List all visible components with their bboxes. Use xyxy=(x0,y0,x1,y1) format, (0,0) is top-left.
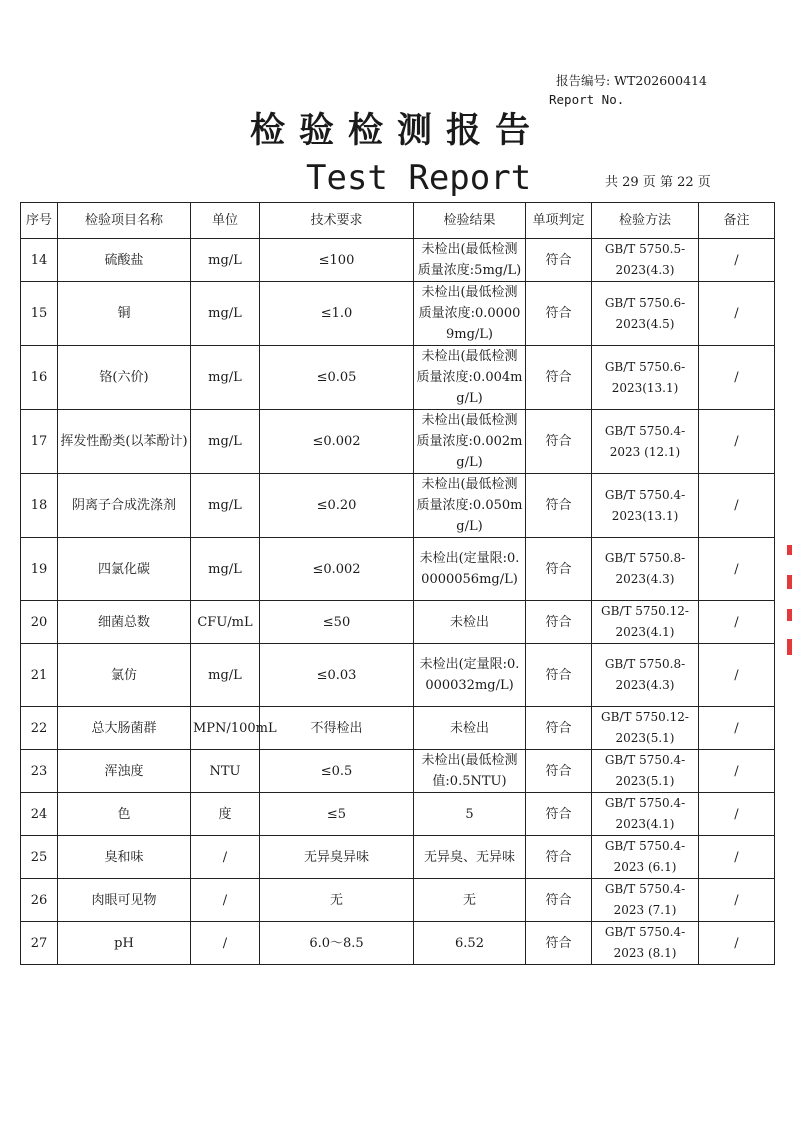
cell-judgement: 符合 xyxy=(526,410,592,474)
cell-requirement: 无 xyxy=(260,879,414,922)
cell-result: 未检出 xyxy=(414,707,526,750)
table-row xyxy=(21,474,775,538)
cell-method: GB/T 5750.5-2023(4.3) xyxy=(592,239,699,282)
cell-result: 未检出(最低检测质量浓度:0.050mg/L) xyxy=(414,474,526,538)
cell-judgement: 符合 xyxy=(526,793,592,836)
cell-no: 18 xyxy=(21,474,58,538)
cell-unit: mg/L xyxy=(191,644,260,707)
cell-unit: 度 xyxy=(191,793,260,836)
cell-method: GB/T 5750.4-2023 (12.1) xyxy=(592,410,699,474)
cell-result: 未检出(最低检测质量浓度:5mg/L) xyxy=(414,239,526,282)
col-header-requirement: 技术要求 xyxy=(260,203,414,239)
cell-item: 阴离子合成洗涤剂 xyxy=(58,474,191,538)
cell-unit: mg/L xyxy=(191,239,260,282)
cell-result: 无异臭、无异味 xyxy=(414,836,526,879)
cell-result: 6.52 xyxy=(414,922,526,965)
cell-note: / xyxy=(699,836,775,879)
page-title-en: Test Report xyxy=(306,158,532,198)
cell-no: 16 xyxy=(21,346,58,410)
cell-method: GB/T 5750.12-2023(4.1) xyxy=(592,601,699,644)
cell-no: 19 xyxy=(21,538,58,601)
cell-judgement: 符合 xyxy=(526,346,592,410)
table-row xyxy=(21,282,775,346)
page-count: 共 29 页 第 22 页 xyxy=(605,175,711,190)
cell-judgement: 符合 xyxy=(526,836,592,879)
cell-note: / xyxy=(699,879,775,922)
table-row xyxy=(21,239,775,282)
cell-unit: mg/L xyxy=(191,410,260,474)
cell-no: 24 xyxy=(21,793,58,836)
cell-judgement: 符合 xyxy=(526,879,592,922)
table-row xyxy=(21,750,775,793)
col-header-no: 序号 xyxy=(21,203,58,239)
cell-requirement: 无异臭异味 xyxy=(260,836,414,879)
cell-item: pH xyxy=(58,922,191,965)
table-row xyxy=(21,793,775,836)
cell-note: / xyxy=(699,282,775,346)
cell-unit: mg/L xyxy=(191,538,260,601)
cell-result: 未检出(最低检测质量浓度:0.00009mg/L) xyxy=(414,282,526,346)
col-header-unit: 单位 xyxy=(191,203,260,239)
cell-no: 17 xyxy=(21,410,58,474)
cell-result: 无 xyxy=(414,879,526,922)
cell-method: GB/T 5750.4-2023 (7.1) xyxy=(592,879,699,922)
cell-judgement: 符合 xyxy=(526,750,592,793)
cell-method: GB/T 5750.12-2023(5.1) xyxy=(592,707,699,750)
table-row xyxy=(21,836,775,879)
cell-result: 未检出 xyxy=(414,601,526,644)
cell-no: 21 xyxy=(21,644,58,707)
table-row xyxy=(21,538,775,601)
cell-method: GB/T 5750.8-2023(4.3) xyxy=(592,644,699,707)
cell-requirement: ≤50 xyxy=(260,601,414,644)
cell-note: / xyxy=(699,750,775,793)
cell-note: / xyxy=(699,601,775,644)
cell-requirement: ≤1.0 xyxy=(260,282,414,346)
cell-note: / xyxy=(699,793,775,836)
cell-result: 未检出(最低检测值:0.5NTU) xyxy=(414,750,526,793)
cell-requirement: ≤0.20 xyxy=(260,474,414,538)
table-header-row xyxy=(21,203,775,239)
cell-unit: mg/L xyxy=(191,474,260,538)
col-header-item: 检验项目名称 xyxy=(58,203,191,239)
cell-no: 26 xyxy=(21,879,58,922)
cell-unit: mg/L xyxy=(191,346,260,410)
cell-note: / xyxy=(699,538,775,601)
cell-item: 铜 xyxy=(58,282,191,346)
table-row xyxy=(21,410,775,474)
cell-result: 未检出(最低检测质量浓度:0.002mg/L) xyxy=(414,410,526,474)
cell-item: 肉眼可见物 xyxy=(58,879,191,922)
cell-unit: / xyxy=(191,922,260,965)
cell-method: GB/T 5750.4-2023(4.1) xyxy=(592,793,699,836)
cell-unit: CFU/mL xyxy=(191,601,260,644)
col-header-method: 检验方法 xyxy=(592,203,699,239)
cell-note: / xyxy=(699,410,775,474)
report-number: 报告编号: WT202600414 xyxy=(556,73,707,88)
cell-no: 27 xyxy=(21,922,58,965)
cell-note: / xyxy=(699,346,775,410)
col-header-judgement: 单项判定 xyxy=(526,203,592,239)
cell-note: / xyxy=(699,239,775,282)
seal-edge-mark xyxy=(785,545,794,665)
cell-result: 未检出(最低检测质量浓度:0.004mg/L) xyxy=(414,346,526,410)
cell-result: 未检出(定量限:0.0000056mg/L) xyxy=(414,538,526,601)
cell-no: 20 xyxy=(21,601,58,644)
cell-unit: / xyxy=(191,836,260,879)
cell-judgement: 符合 xyxy=(526,601,592,644)
col-header-note: 备注 xyxy=(699,203,775,239)
cell-method: GB/T 5750.6-2023(13.1) xyxy=(592,346,699,410)
cell-requirement: ≤0.03 xyxy=(260,644,414,707)
cell-item: 总大肠菌群 xyxy=(58,707,191,750)
cell-item: 挥发性酚类(以苯酚计) xyxy=(58,410,191,474)
cell-requirement: ≤0.002 xyxy=(260,538,414,601)
cell-note: / xyxy=(699,474,775,538)
cell-unit: NTU xyxy=(191,750,260,793)
table-row xyxy=(21,644,775,707)
cell-note: / xyxy=(699,922,775,965)
cell-item: 氯仿 xyxy=(58,644,191,707)
cell-no: 14 xyxy=(21,239,58,282)
cell-method: GB/T 5750.6-2023(4.5) xyxy=(592,282,699,346)
report-number-en: Report No. xyxy=(549,92,625,107)
cell-judgement: 符合 xyxy=(526,644,592,707)
cell-requirement: ≤0.5 xyxy=(260,750,414,793)
cell-result: 未检出(定量限:0.000032mg/L) xyxy=(414,644,526,707)
cell-method: GB/T 5750.4-2023 (6.1) xyxy=(592,836,699,879)
cell-requirement: 不得检出 xyxy=(260,707,414,750)
table-row xyxy=(21,922,775,965)
cell-item: 四氯化碳 xyxy=(58,538,191,601)
table-row xyxy=(21,346,775,410)
results-table xyxy=(20,202,775,965)
cell-judgement: 符合 xyxy=(526,922,592,965)
cell-unit: / xyxy=(191,879,260,922)
cell-note: / xyxy=(699,707,775,750)
cell-requirement: 6.0～8.5 xyxy=(260,922,414,965)
cell-result: 5 xyxy=(414,793,526,836)
cell-item: 硫酸盐 xyxy=(58,239,191,282)
cell-requirement: ≤5 xyxy=(260,793,414,836)
page-title-cn: 检验检测报告 xyxy=(249,110,544,151)
cell-judgement: 符合 xyxy=(526,282,592,346)
cell-requirement: ≤0.002 xyxy=(260,410,414,474)
table-row xyxy=(21,879,775,922)
cell-item: 臭和味 xyxy=(58,836,191,879)
cell-method: GB/T 5750.4-2023(13.1) xyxy=(592,474,699,538)
col-header-result: 检验结果 xyxy=(414,203,526,239)
cell-requirement: ≤100 xyxy=(260,239,414,282)
cell-unit: mg/L xyxy=(191,282,260,346)
cell-item: 色 xyxy=(58,793,191,836)
cell-method: GB/T 5750.8-2023(4.3) xyxy=(592,538,699,601)
cell-item: 细菌总数 xyxy=(58,601,191,644)
cell-no: 15 xyxy=(21,282,58,346)
table-row xyxy=(21,707,775,750)
cell-judgement: 符合 xyxy=(526,707,592,750)
cell-method: GB/T 5750.4-2023 (8.1) xyxy=(592,922,699,965)
cell-judgement: 符合 xyxy=(526,474,592,538)
cell-judgement: 符合 xyxy=(526,538,592,601)
cell-no: 23 xyxy=(21,750,58,793)
cell-note: / xyxy=(699,644,775,707)
cell-item: 铬(六价) xyxy=(58,346,191,410)
cell-no: 22 xyxy=(21,707,58,750)
table-row xyxy=(21,601,775,644)
cell-unit: MPN/100mL xyxy=(191,707,260,750)
cell-requirement: ≤0.05 xyxy=(260,346,414,410)
cell-judgement: 符合 xyxy=(526,239,592,282)
cell-method: GB/T 5750.4-2023(5.1) xyxy=(592,750,699,793)
cell-no: 25 xyxy=(21,836,58,879)
cell-item: 浑浊度 xyxy=(58,750,191,793)
